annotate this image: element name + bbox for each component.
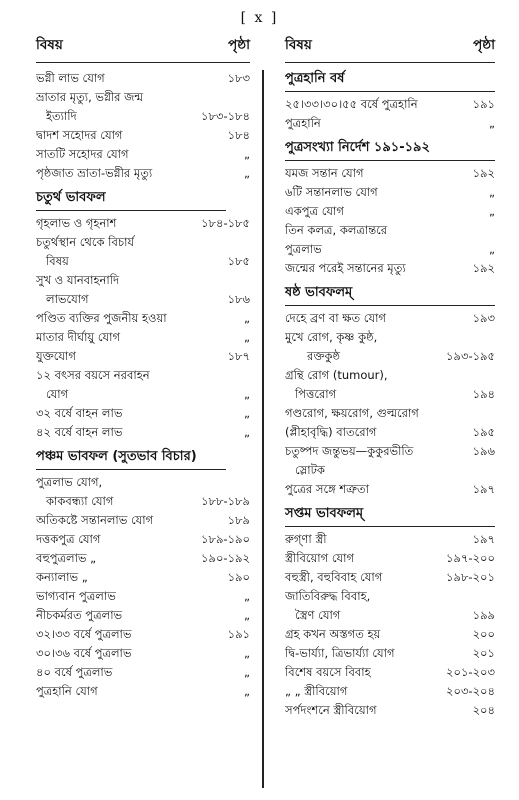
toc-entry-page: „ <box>489 242 495 256</box>
toc-entry-page: „ <box>489 185 495 199</box>
left-column <box>36 36 250 701</box>
toc-entry <box>36 290 250 309</box>
toc-entry-page: ২০১-২০৩ <box>446 665 495 679</box>
toc-entry-title: পুত্রহানি <box>285 116 321 130</box>
toc-entry <box>36 69 250 88</box>
right-column <box>285 36 495 720</box>
toc-entry-title: যমজ সন্তান যোগ <box>285 166 364 180</box>
toc-entry-page: „ <box>244 147 250 161</box>
toc-entry <box>36 530 250 549</box>
toc-entry-title: লাভযোগ <box>46 292 89 306</box>
toc-entry-page: ১৮৯ <box>227 513 250 527</box>
toc-entry <box>36 309 250 328</box>
toc-entry <box>36 271 250 290</box>
toc-entry-title: ৩২ বর্ষে বাহন লাভ <box>36 406 123 420</box>
toc-entry-page: „ <box>244 684 250 698</box>
toc-entry-title: দত্তকপুত্র যোগ <box>36 532 101 546</box>
toc-entry <box>36 214 250 233</box>
toc-entry <box>285 183 495 202</box>
toc-entry <box>285 347 495 366</box>
toc-entry-page: ১৯৫ <box>472 425 495 439</box>
toc-entry <box>36 606 250 625</box>
left-header-subject: বিষয় <box>36 37 63 53</box>
toc-entry-title: নীচকর্মরত পুত্রলাভ <box>36 608 123 622</box>
toc-entry-title: ৪২ বর্ষে বাহন লাভ <box>36 425 123 439</box>
left-block-2 <box>36 214 250 442</box>
toc-entry-title: বহুপুত্রলাভ „ <box>36 551 97 565</box>
toc-entry-page: ১৮৯-১৯০ <box>201 532 250 546</box>
toc-entry-title: মাতার দীর্ঘায়ু যোগ <box>36 330 121 344</box>
toc-entry <box>36 682 250 701</box>
toc-entry-title: ইত্যাদি <box>46 109 77 123</box>
toc-entry-page: ১৮৬ <box>227 292 250 306</box>
left-block-3 <box>36 473 250 701</box>
toc-entry-page: ১৮৩ <box>227 71 250 85</box>
toc-entry-title: গ্রহ কখন অস্তগত হয় <box>285 627 381 641</box>
toc-entry-title: কন্যালাভ „ <box>36 570 88 584</box>
toc-entry-title: পুত্রের সঙ্গে শত্রুতা <box>285 482 369 496</box>
toc-entry-title: ৩০।৩৬ বর্ষে পুত্রলাভ <box>36 646 132 660</box>
toc-entry-page: ১৮৫ <box>227 254 250 268</box>
toc-entry-title: অতিকষ্টে সন্তানলাভ যোগ <box>36 513 154 527</box>
toc-entry-page: ১৯৪ <box>472 387 495 401</box>
toc-entry-title: „ „ স্ত্রীবিয়োগ <box>285 684 348 698</box>
toc-entry <box>36 107 250 126</box>
toc-entry <box>285 423 495 442</box>
toc-entry <box>285 461 495 480</box>
toc-entry-title: সুখ ও যানবাহনাদি <box>36 273 120 287</box>
toc-entry-page: ১৯০ <box>227 570 250 584</box>
toc-entry <box>36 473 250 492</box>
toc-entry-page: ১৯৭ <box>472 532 495 546</box>
toc-entry-title: (প্লীহাবৃদ্ধি) বাতরোগ <box>285 425 377 439</box>
toc-entry-title: মুখে রোগ, কৃষ্ণ কুষ্ঠ, <box>285 330 378 344</box>
toc-entry-title: পণ্ডিত ব্যক্তির পুজনীয় হওয়া <box>36 311 167 325</box>
section-title-sixth-house: ষষ্ঠ ভাবফলম্ <box>285 283 495 306</box>
toc-entry-title: পুত্রলাভ <box>285 242 322 256</box>
left-block-1 <box>36 69 250 183</box>
toc-entry-page: „ <box>244 311 250 325</box>
toc-entry <box>36 385 250 404</box>
toc-entry <box>36 663 250 682</box>
toc-entry <box>285 95 495 114</box>
toc-entry-title: পুত্রহানি যোগ <box>36 684 98 698</box>
toc-entry-title: স্লোটক <box>295 463 325 477</box>
toc-entry <box>36 347 250 366</box>
toc-entry <box>36 492 250 511</box>
toc-entry-page: ১৯২ <box>472 166 495 180</box>
toc-entry-title: সাতটি সহোদর যোগ <box>36 147 129 161</box>
toc-entry <box>36 625 250 644</box>
toc-entry-page: ১৮৩-১৮৪ <box>201 109 250 123</box>
toc-entry-page: „ <box>244 665 250 679</box>
toc-entry <box>36 145 250 164</box>
toc-entry-page: ২০০ <box>472 627 495 641</box>
toc-entry-page: ১৯৬ <box>472 444 495 458</box>
right-block-4 <box>285 530 495 720</box>
toc-entry <box>285 606 495 625</box>
toc-entry <box>36 568 250 587</box>
toc-entry-title: যুক্তযোগ <box>36 349 76 363</box>
toc-entry-title: জাতিবিরুদ্ধ বিবাহ, <box>285 589 371 603</box>
right-block-1 <box>285 95 495 133</box>
toc-entry-title: ভাগ্যবান পুত্রলাভ <box>36 589 116 603</box>
toc-entry-title: ভ্রাতার মৃত্যু, ভগ্নীর জন্ম <box>36 90 144 104</box>
toc-entry <box>36 404 250 423</box>
toc-entry <box>285 366 495 385</box>
toc-entry-title: ২৫।৩৩।৩০।৫৫ বর্ষে পুত্রহানি <box>285 97 418 111</box>
toc-entry <box>36 511 250 530</box>
toc-entry-title: জন্মের পরেই সন্তানের মৃত্যু <box>285 261 406 275</box>
section-title-seventh-house: সপ্তম ভাবফলম্ <box>285 504 495 527</box>
toc-entry <box>285 625 495 644</box>
toc-entry <box>285 221 495 240</box>
toc-entry-page: ২০১ <box>472 646 495 660</box>
toc-entry <box>36 126 250 145</box>
left-header-rule <box>36 62 250 63</box>
section-title-son-count: পুত্রসংখ্যা নির্দেশ ১৯১-১৯২ <box>285 138 495 161</box>
toc-entry <box>285 202 495 221</box>
toc-entry-page: „ <box>244 330 250 344</box>
right-header-page: পৃষ্ঠা <box>473 37 495 53</box>
left-header-page: পৃষ্ঠা <box>228 37 250 53</box>
toc-entry-title: পুত্রলাভ যোগ, <box>36 475 103 489</box>
toc-entry <box>36 164 250 183</box>
toc-entry <box>285 663 495 682</box>
toc-entry <box>285 587 495 606</box>
toc-entry-page: „ <box>489 204 495 218</box>
toc-entry-title: ৬টি সন্তানলাভ যোগ <box>285 185 378 199</box>
toc-entry-title: দেহে ব্রণ বা ক্ষত যোগ <box>285 311 386 325</box>
toc-entry-title: একপুত্র যোগ <box>285 204 344 218</box>
column-divider <box>262 70 264 788</box>
toc-entry <box>36 587 250 606</box>
toc-entry-page: ১৯২ <box>472 261 495 275</box>
toc-entry-page: „ <box>244 589 250 603</box>
toc-entry <box>285 309 495 328</box>
toc-entry-page: ১৯৩ <box>472 311 495 325</box>
toc-entry-title: সর্পদংশনে স্ত্রীবিয়োগ <box>285 703 377 717</box>
toc-entry-title: স্ত্রীবিয়োগ যোগ <box>285 551 354 565</box>
toc-entry-title: গ্রন্থি রোগ (tumour), <box>285 368 388 382</box>
toc-entry <box>36 644 250 663</box>
toc-entry-title: ৩২।৩৩ বর্ষে পুত্রলাভ <box>36 627 132 641</box>
toc-entry-page: „ <box>244 646 250 660</box>
toc-entry <box>36 88 250 107</box>
toc-entry-page: ২০৪ <box>472 703 495 717</box>
toc-entry-page: „ <box>244 425 250 439</box>
toc-entry-title: গণ্ডরোগ, ক্ষয়রোগ, গুল্মরোগ <box>285 406 419 420</box>
toc-entry-page: ১৮৭ <box>227 349 250 363</box>
toc-entry-title: রক্তকুষ্ঠ <box>307 349 341 363</box>
toc-entry-page: ১৯১ <box>227 627 250 641</box>
toc-entry-page: ২০৩-২০৪ <box>446 684 495 698</box>
toc-entry <box>285 240 495 259</box>
toc-entry <box>285 114 495 133</box>
toc-entry-page: ১৯০-১৯২ <box>201 551 250 565</box>
section-title-fourth-house: চতুর্থ ভাবফল <box>36 188 226 211</box>
toc-entry <box>285 404 495 423</box>
toc-entry-page: ১৯৭-২০০ <box>446 551 495 565</box>
toc-entry <box>285 480 495 499</box>
toc-entry <box>285 442 495 461</box>
toc-entry-title: ১২ বৎসর বয়সে নরবাহন <box>36 368 150 382</box>
toc-entry-title: কাকবন্ধ্যা যোগ <box>46 494 114 508</box>
toc-entry-page: ১৯৭ <box>472 482 495 496</box>
toc-entry-page: „ <box>244 608 250 622</box>
toc-entry-page: ১৯৯ <box>472 608 495 622</box>
right-header-subject: বিষয় <box>285 37 312 53</box>
toc-entry-title: রুগ্ণা স্ত্রী <box>285 532 327 546</box>
toc-entry <box>285 328 495 347</box>
toc-entry-title: বহুস্ত্রী, বহুবিবাহ যোগ <box>285 570 383 584</box>
toc-entry-page: ১৯৮-২০১ <box>446 570 495 584</box>
toc-entry-title: ভগ্নী লাভ যোগ <box>36 71 105 85</box>
toc-entry <box>285 530 495 549</box>
section-title-fifth-house: পঞ্চম ভাবফল (সুতভাব বিচার) <box>36 447 226 470</box>
toc-entry-title: বিষয় <box>46 254 69 268</box>
right-block-2 <box>285 164 495 278</box>
toc-entry-title: চতুষ্পদ জন্তুভয়—কুকুরভীতি <box>285 444 414 458</box>
toc-entry-title: গৃহলাভ ও গৃহনাশ <box>36 216 117 230</box>
toc-entry <box>36 328 250 347</box>
toc-entry-title: দ্বাদশ সহোদর যোগ <box>36 128 123 142</box>
toc-entry-page: ১৮৪ <box>227 128 250 142</box>
right-header-rule <box>285 62 495 63</box>
right-column-header <box>285 36 495 60</box>
toc-entry <box>285 385 495 404</box>
toc-entry-title: স্ত্রৈণ যোগ <box>295 608 341 622</box>
right-block-3 <box>285 309 495 499</box>
toc-entry <box>36 233 250 252</box>
page-number: [ x ] <box>240 10 279 26</box>
toc-entry <box>285 644 495 663</box>
toc-entry-page: ১৮৮-১৮৯ <box>201 494 250 508</box>
toc-entry-title: বিশেষ বয়সে বিবাহ <box>285 665 371 679</box>
toc-entry-page: „ <box>489 116 495 130</box>
toc-entry-page: ১৯১ <box>472 97 495 111</box>
toc-entry <box>36 423 250 442</box>
toc-entry-page: „ <box>244 406 250 420</box>
toc-entry <box>285 549 495 568</box>
toc-entry-title: যোগ <box>46 387 69 401</box>
toc-entry-page: ১৯৩-১৯৫ <box>446 349 495 363</box>
toc-entry <box>285 259 495 278</box>
toc-entry-page: „ <box>244 387 250 401</box>
toc-entry-title: চতুর্থস্থান থেকে বিচার্য <box>36 235 135 249</box>
toc-entry-title: দ্বি-ভার্য্যা, ত্রিভার্য্যা যোগ <box>285 646 395 660</box>
toc-entry <box>285 164 495 183</box>
toc-entry-title: তিন কলত্র, কলত্রান্তরে <box>285 223 388 237</box>
toc-entry-title: পৃষ্ঠজাত ভ্রাতা-ভগ্নীর মৃত্যু <box>36 166 153 180</box>
toc-entry-page: ১৮৪-১৮৫ <box>201 216 250 230</box>
toc-entry <box>285 701 495 720</box>
toc-entry <box>285 568 495 587</box>
toc-entry <box>36 366 250 385</box>
section-title-son-loss-year: পুত্রহানি বর্ষ <box>285 69 495 92</box>
left-column-header <box>36 36 250 60</box>
toc-entry-page: „ <box>244 166 250 180</box>
toc-entry-title: পিত্তরোগ <box>295 387 337 401</box>
toc-entry <box>36 252 250 271</box>
toc-entry <box>36 549 250 568</box>
toc-entry <box>285 682 495 701</box>
toc-entry-title: ৪০ বর্ষে পুত্রলাভ <box>36 665 113 679</box>
